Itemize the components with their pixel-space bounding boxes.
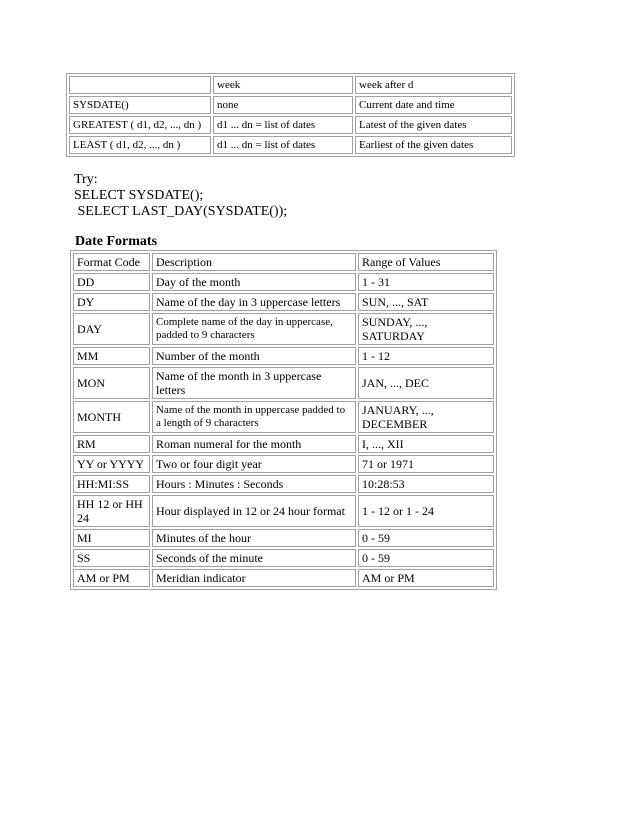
table-row bbox=[73, 529, 494, 547]
table-row bbox=[69, 136, 512, 154]
sql-line: SELECT LAST_DAY(SYSDATE()); bbox=[74, 204, 288, 219]
table-row bbox=[73, 401, 494, 433]
table-cell: LEAST ( d1, d2, ..., dn ) bbox=[69, 136, 211, 154]
table-row bbox=[73, 435, 494, 453]
date-formats-table-body bbox=[73, 253, 494, 587]
table-cell: Meridian indicator bbox=[152, 569, 356, 587]
table-row bbox=[73, 475, 494, 493]
table-cell: AM or PM bbox=[73, 569, 150, 587]
header-row bbox=[73, 253, 494, 271]
table-row bbox=[69, 76, 512, 94]
functions-table-body bbox=[69, 76, 512, 154]
date-formats-table bbox=[70, 250, 497, 590]
table-cell: 71 or 1971 bbox=[358, 455, 494, 473]
table-cell: YY or YYYY bbox=[73, 455, 150, 473]
table-row bbox=[73, 549, 494, 567]
table-cell: MON bbox=[73, 367, 150, 399]
table-row bbox=[73, 495, 494, 527]
table-cell: Latest of the given dates bbox=[355, 116, 512, 134]
column-header: Format Code bbox=[73, 253, 150, 271]
table-cell: DAY bbox=[73, 313, 150, 345]
table-cell: Roman numeral for the month bbox=[152, 435, 356, 453]
table-cell: MM bbox=[73, 347, 150, 365]
table-cell: Complete name of the day in uppercase, padded to 9 characters bbox=[152, 313, 356, 345]
table-cell: Name of the month in 3 uppercase letters bbox=[152, 367, 356, 399]
table-cell: Hour displayed in 12 or 24 hour format bbox=[152, 495, 356, 527]
functions-table bbox=[66, 73, 515, 157]
table-cell: MI bbox=[73, 529, 150, 547]
table-cell: week after d bbox=[355, 76, 512, 94]
table-cell: none bbox=[213, 96, 353, 114]
table-row bbox=[69, 96, 512, 114]
table-row bbox=[73, 293, 494, 311]
table-cell: MONTH bbox=[73, 401, 150, 433]
table-cell: 0 - 59 bbox=[358, 549, 494, 567]
table-cell: d1 ... dn = list of dates bbox=[213, 136, 353, 154]
table-cell: Hours : Minutes : Seconds bbox=[152, 475, 356, 493]
table-cell: 10:28:53 bbox=[358, 475, 494, 493]
table-cell: JANUARY, ..., DECEMBER bbox=[358, 401, 494, 433]
table-cell: I, ..., XII bbox=[358, 435, 494, 453]
table-cell: 0 - 59 bbox=[358, 529, 494, 547]
table-cell: Name of the day in 3 uppercase letters bbox=[152, 293, 356, 311]
table-row bbox=[73, 569, 494, 587]
column-header: Description bbox=[152, 253, 356, 271]
section-heading: Date Formats bbox=[75, 234, 158, 249]
table-cell: DY bbox=[73, 293, 150, 311]
table-row bbox=[73, 347, 494, 365]
try-block bbox=[74, 172, 287, 220]
table-cell: d1 ... dn = list of dates bbox=[213, 116, 353, 134]
table-cell: Seconds of the minute bbox=[152, 549, 356, 567]
table-cell: Name of the month in uppercase padded to a length of 9 characters bbox=[152, 401, 356, 433]
table-cell: SS bbox=[73, 549, 150, 567]
table-cell: JAN, ..., DEC bbox=[358, 367, 494, 399]
table-cell: Current date and time bbox=[355, 96, 512, 114]
table-row bbox=[73, 455, 494, 473]
table-row bbox=[73, 313, 494, 345]
table-cell: RM bbox=[73, 435, 150, 453]
table-cell: SYSDATE() bbox=[69, 96, 211, 114]
table-cell: GREATEST ( d1, d2, ..., dn ) bbox=[69, 116, 211, 134]
table-cell: HH 12 or HH 24 bbox=[73, 495, 150, 527]
table-row bbox=[73, 273, 494, 291]
column-header: Range of Values bbox=[358, 253, 494, 271]
table-cell: 1 - 31 bbox=[358, 273, 494, 291]
table-cell: Two or four digit year bbox=[152, 455, 356, 473]
try-label: Try: bbox=[74, 172, 98, 187]
table-cell: 1 - 12 bbox=[358, 347, 494, 365]
table-row bbox=[73, 367, 494, 399]
table-cell: Number of the month bbox=[152, 347, 356, 365]
table-row bbox=[69, 116, 512, 134]
table-cell: AM or PM bbox=[358, 569, 494, 587]
table-cell: Minutes of the hour bbox=[152, 529, 356, 547]
table-cell: 1 - 12 or 1 - 24 bbox=[358, 495, 494, 527]
table-cell: DD bbox=[73, 273, 150, 291]
sql-line: SELECT SYSDATE(); bbox=[74, 188, 204, 203]
table-cell: Earliest of the given dates bbox=[355, 136, 512, 154]
table-cell bbox=[69, 76, 211, 94]
table-cell: Day of the month bbox=[152, 273, 356, 291]
table-cell: week bbox=[213, 76, 353, 94]
table-cell: HH:MI:SS bbox=[73, 475, 150, 493]
table-cell: SUN, ..., SAT bbox=[358, 293, 494, 311]
table-cell: SUNDAY, ..., SATURDAY bbox=[358, 313, 494, 345]
